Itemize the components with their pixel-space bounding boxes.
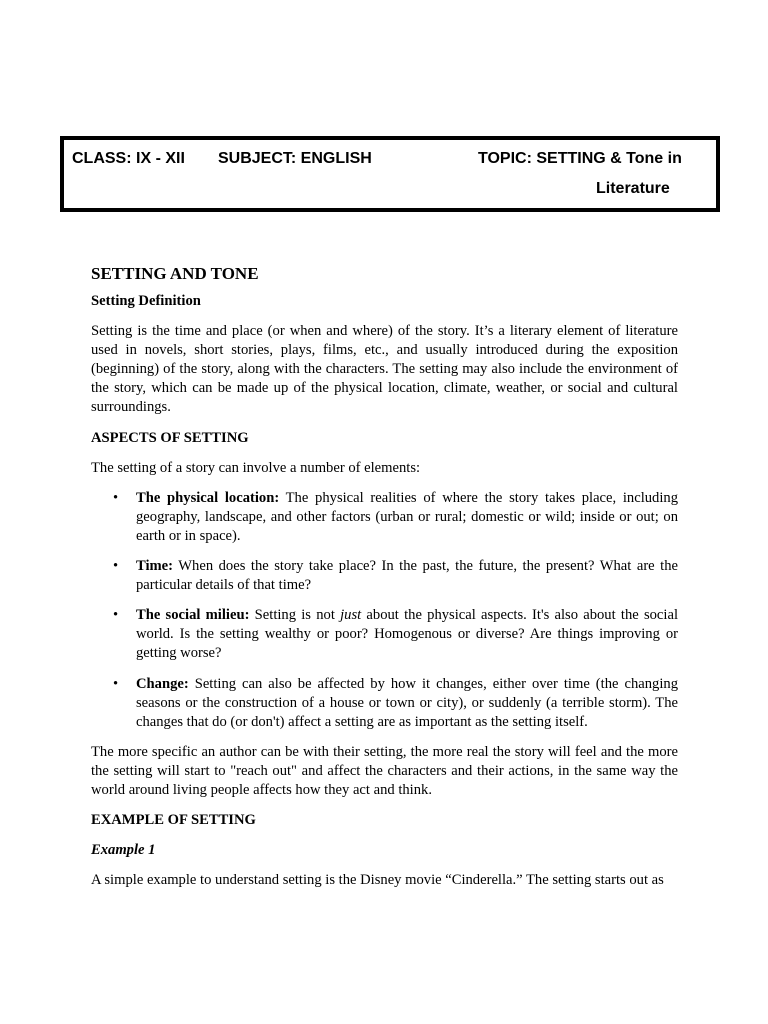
setting-definition-heading: Setting Definition <box>91 293 201 309</box>
aspect-term: Change: <box>136 675 189 692</box>
topic-label-line1: TOPIC: SETTING & Tone in <box>478 150 682 167</box>
bullet-icon: • <box>113 607 119 624</box>
aspect-text: Setting can also be affected by how it changes, either over time (the changing seasons or the construction of a house or town or city), or suddenly (a terrible storm). The changes that do (or don't) affect a setting are as important as the setting itself. <box>136 675 678 730</box>
aspect-term: The physical location: <box>136 489 280 506</box>
document-body <box>91 263 678 901</box>
example-paragraph: A simple example to understand setting is the Disney movie “Cinderella.” The setting starts out as <box>91 872 664 889</box>
example-heading: EXAMPLE OF SETTING <box>91 812 256 829</box>
aspect-text-after: about the physical aspects. It's also about the social world. Is the setting wealthy or poor? Homogenous or diverse? Are things improving or getting worse? <box>136 607 678 662</box>
topic-label-line2: Literature <box>596 180 670 197</box>
aspect-text: The physical realities of where the story takes place, including geography, landscape, and other factors (urban or rural; domestic or wild; inside or out; on earth or in space). <box>136 489 679 544</box>
aspect-emphasis: just <box>340 607 362 624</box>
example-subheading: Example 1 <box>91 842 156 859</box>
bullet-icon: • <box>113 558 119 575</box>
aspects-closing-paragraph: The more specific an author can be with their setting, the more real the story will feel and the more the setting will start to "reach out" and affect the characters and their actions, in the same way the world around living people affects how they act and think. <box>91 743 678 798</box>
header-box <box>60 136 720 212</box>
aspects-list <box>91 489 678 732</box>
aspect-item-physical-location <box>91 489 678 546</box>
bullet-icon: • <box>113 489 119 506</box>
document-title: SETTING AND TONE <box>91 264 259 283</box>
aspects-heading: ASPECTS OF SETTING <box>91 429 249 446</box>
aspects-intro: The setting of a story can involve a number of elements: <box>91 459 421 476</box>
class-label: CLASS: IX - XII <box>72 150 185 167</box>
aspect-item-time <box>91 557 678 595</box>
aspect-term: The social milieu: <box>136 607 250 624</box>
aspect-item-social-milieu <box>91 606 678 663</box>
aspect-text: When does the story take place? In the past, the future, the present? What are the particular details of that time? <box>136 558 678 594</box>
bullet-icon: • <box>113 675 119 692</box>
subject-label: SUBJECT: ENGLISH <box>218 150 372 167</box>
setting-definition-paragraph: Setting is the time and place (or when and where) of the story. It’s a literary element of literature used in novels, short stories, plays, films, etc., and usually introduced during the exposition (beginning) of the story, along with the characters. The setting may also include the environment of the story, which can be made up of the physical location, climate, weather, or social and cultural surroundings. <box>91 323 678 416</box>
aspect-item-change <box>91 675 678 732</box>
aspect-text-before: Setting is not <box>249 607 341 624</box>
aspect-term: Time: <box>136 558 174 575</box>
